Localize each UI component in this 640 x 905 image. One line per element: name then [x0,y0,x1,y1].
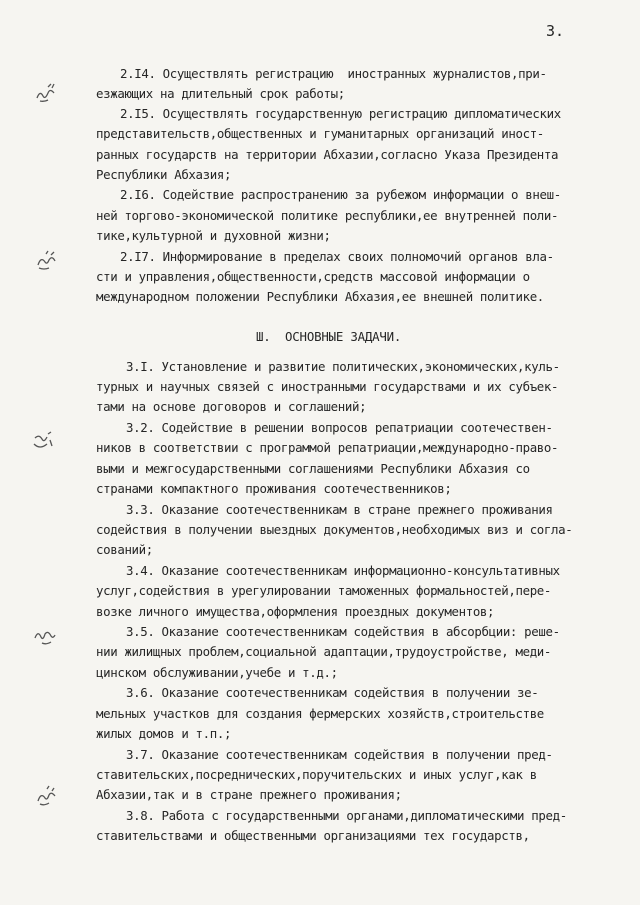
text-line: жилых домов и т.п.; [96,726,232,741]
text-line: 3.I. Установление и развитие политических,экономических,куль- [126,359,560,374]
text-line: возке личного имущества,оформления проездных документов; [96,604,495,619]
text-line: 2.I6. Содействие распространению за рубежом информации о внеш- [120,187,561,202]
text-line: езжающих на длительный срок работы; [96,86,345,101]
text-line: ников в соответствии с программой репатриации,международно-право- [96,440,559,455]
text-line: Абхазии,так и в стране прежнего проживания; [96,787,402,802]
margin-stamp-mark [34,82,60,104]
text-line: 2.I7. Информирование в пределах своих полномочий органов вла- [120,249,554,264]
text-line: нии жилищных проблем,социальной адаптации,трудоустройстве, меди- [96,644,552,659]
text-line: странами компактного проживания соотечественников; [96,481,452,496]
text-line: ранных государств на территории Абхазии,согласно Указа Президента [96,147,559,162]
text-line: международном положении Республики Абхазия,ее внешней политике. [96,289,544,304]
text-line: тами на основе договоров и соглашений; [96,399,367,414]
text-line: ставительских,посреднических,поручительских и иных услуг,как в [96,767,537,782]
text-line: 3.7. Оказание соотечественникам содействия в получении пред- [126,747,553,762]
text-line: 2.I4. Осуществлять регистрацию иностранных журналистов,при- [120,66,547,81]
margin-stamp-mark [32,626,58,648]
text-line: 2.I5. Осуществлять государственную регистрацию дипломатических [120,106,561,121]
text-line: турных и научных связей с иностранными государствами и их субъек- [96,379,559,394]
section-heading: Ш. ОСНОВНЫЕ ЗАДАЧИ. [256,329,402,344]
text-line: мельных участков для создания фермерских хозяйств,строительстве [96,706,544,721]
text-line: 3.6. Оказание соотечественникам содействия в получении зе- [126,685,539,700]
text-line: 3.5. Оказание соотечественникам содействия в абсорбции: реше- [126,624,560,639]
margin-stamp-mark [34,250,60,272]
text-line: 3.8. Работа с государственными органами,дипломатическими пред- [126,808,567,823]
text-line: Республики Абхазия; [96,167,232,182]
margin-stamp-mark [34,785,60,807]
text-line: 3.4. Оказание соотечественникам информационно-консультативных [126,563,560,578]
text-line: ней торгово-экономической политике республики,ее внутренней поли- [96,208,559,223]
text-line: 3.2. Содействие в решении вопросов репатриации соотечествен- [126,420,553,435]
margin-stamp-mark [30,430,56,452]
text-line: 3.3. Оказание соотечественникам в стране прежнего проживания [126,502,553,517]
page-number: 3. [546,22,565,40]
text-line: сти и управления,общественности,средств массовой информации о [96,269,530,284]
text-line: услуг,содействия в урегулировании таможенных формальностей,пере- [96,583,552,598]
text-line: содействия в получении выездных документов,необходимых виз и согла- [96,522,573,537]
text-line: сований; [96,542,153,557]
text-line: тике,культурной и духовной жизни; [96,228,331,243]
text-line: представительств,общественных и гуманитарных организаций иност- [96,126,544,141]
text-line: ставительствами и общественными организациями тех государств, [96,828,530,843]
text-line: цинском обслуживании,учебе и т.д.; [96,665,338,680]
text-line: выми и межгосударственными соглашениями Республики Абхазия со [96,461,530,476]
